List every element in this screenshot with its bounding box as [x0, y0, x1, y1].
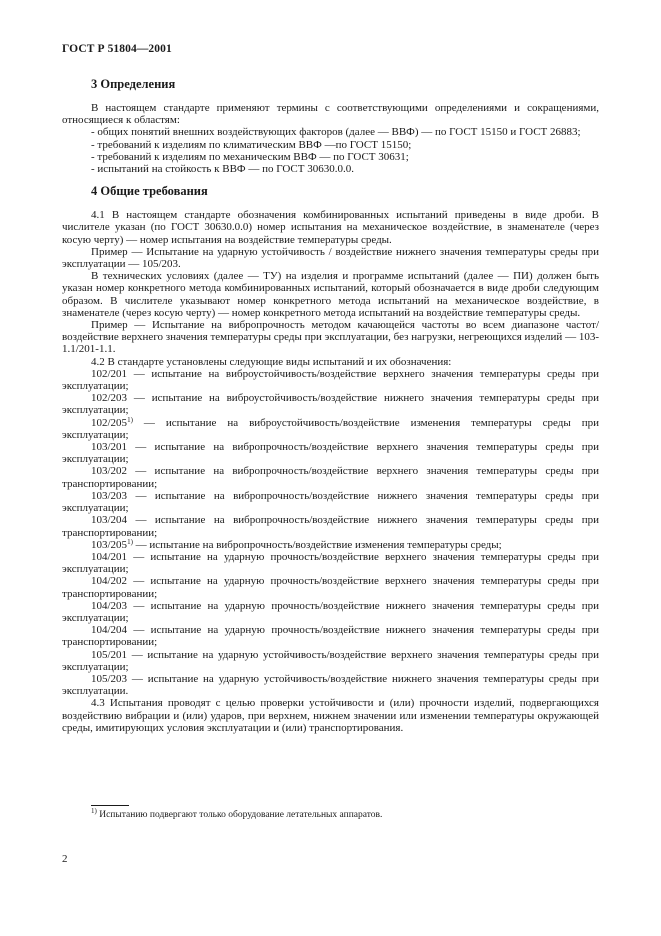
- test-item: 103/205$^{1)}$ — испытание на вибропрочность/воздействие изменения температуры среды;: [91, 537, 502, 551]
- test-item: 103/204 — испытание на вибропрочность/воздействие нижнего значения температуры среды при транспортировании;: [62, 514, 599, 539]
- definition-item: - общих понятий внешних воздействующих факторов (далее — ВВФ) — по ГОСТ 15150 и ГОСТ 26883;: [91, 126, 581, 139]
- definition-item: - требований к изделиям по климатическим ВВФ —по ГОСТ 15150;: [91, 138, 412, 151]
- section-3-title: 3 Определения: [91, 77, 176, 91]
- test-item: 103/203 — испытание на вибропрочность/воздействие нижнего значения температуры среды при эксплуатации;: [62, 489, 599, 515]
- test-item: 103/201 — испытание на вибропрочность/воздействие верхнего значения температуры среды при эксплуатации;: [62, 441, 599, 466]
- test-item: 105/201 — испытание на ударную устойчивость/воздействие верхнего значения температуры среды при эксплуатации;: [62, 648, 599, 673]
- definition-item: - требований к изделиям по механическим ВВФ — по ГОСТ 30631;: [91, 150, 409, 163]
- paragraph-4-3: 4.3 Испытания проводят с целью проверки устойчивости и (или) прочности изделий, подвергающихся воздействию вибрации и (или) ударов, при верхнем, нижнем значении или изменении температуры окружающей среды, имитирующих условия эксплуатации и (или) транспортирования.: [62, 697, 599, 734]
- test-item: 104/204 — испытание на ударную прочность/воздействие нижнего значения температуры среды при транспортировании;: [62, 624, 599, 649]
- test-item: 102/201 — испытание на виброустойчивость/воздействие верхнего значения температуры среды при эксплуатации;: [62, 367, 599, 393]
- paragraph-4-2: 4.2 В стандарте установлены следующие виды испытаний и их обозначения:: [91, 355, 452, 368]
- section-3-intro: В настоящем стандарте применяют термины с соответствующими определениями и сокращениями, относящиеся к областям:: [62, 102, 599, 127]
- test-item: 102/203 — испытание на виброустойчивость/воздействие нижнего значения температуры среды при эксплуатации;: [62, 392, 599, 417]
- document-body: [62, 76, 599, 734]
- example-paragraph: Пример — Испытание на вибропрочность методом качающейся частоты во всем диапазоне частот/воздействие верхнего значения температуры среды при эксплуатации, без нагрузки, негреющихся изделий — 103-1.1/201-1.1.: [62, 319, 599, 356]
- test-item: 104/201 — испытание на ударную прочность/воздействие верхнего значения температуры среды при эксплуатации;: [62, 550, 599, 576]
- paragraph-4-1: 4.1 В настоящем стандарте обозначения комбинированных испытаний приведены в виде дроби. В числителе указан (по ГОСТ 30630.0.0) номер испытания на механическое воздействие, в знаменателе (через косую черту) — номер испытания на воздействие температуры среды.: [62, 209, 599, 246]
- example-paragraph: Пример — Испытание на ударную устойчивость / воздействие нижнего значения температуры среды при эксплуатации — 105/203.: [62, 245, 599, 271]
- definition-item: - испытаний на стойкость к ВВФ — по ГОСТ 30630.0.0.: [91, 163, 354, 176]
- footnote-divider: [91, 805, 129, 806]
- footnote: $^{1)}$ Испытанию подвергают только оборудование летательных аппаратов.: [91, 807, 383, 820]
- test-item: 104/203 — испытание на ударную прочность/воздействие нижнего значения температуры среды при эксплуатации;: [62, 599, 599, 624]
- test-item: 102/205$^{1)}$ — испытание на виброустойчивость/воздействие изменения температуры среды при эксплуатации;: [62, 415, 599, 441]
- section-4-title: 4 Общие требования: [91, 184, 208, 199]
- paragraph-tu: В технических условиях (далее — ТУ) на изделия и программе испытаний (далее — ПИ) должен быть указан номер конкретного метода комбинированных испытаний, который обозначается в виде дроби следующим образом. В числителе указывают номер конкретного метода испытаний на механическое воздействие, в знаменателе (через косую черту) — номер конкретного метода испытаний на воздействие температуры среды.: [62, 270, 599, 319]
- test-item: 103/202 — испытание на вибропрочность/воздействие верхнего значения температуры среды при транспортировании;: [62, 465, 599, 490]
- test-item: 104/202 — испытание на ударную прочность/воздействие верхнего значения температуры среды при транспортировании;: [62, 575, 599, 600]
- page-number: 2: [62, 853, 68, 865]
- document-header: ГОСТ Р 51804—2001: [62, 43, 172, 55]
- test-item: 105/203 — испытание на ударную устойчивость/воздействие нижнего значения температуры среды при эксплуатации.: [62, 672, 599, 698]
